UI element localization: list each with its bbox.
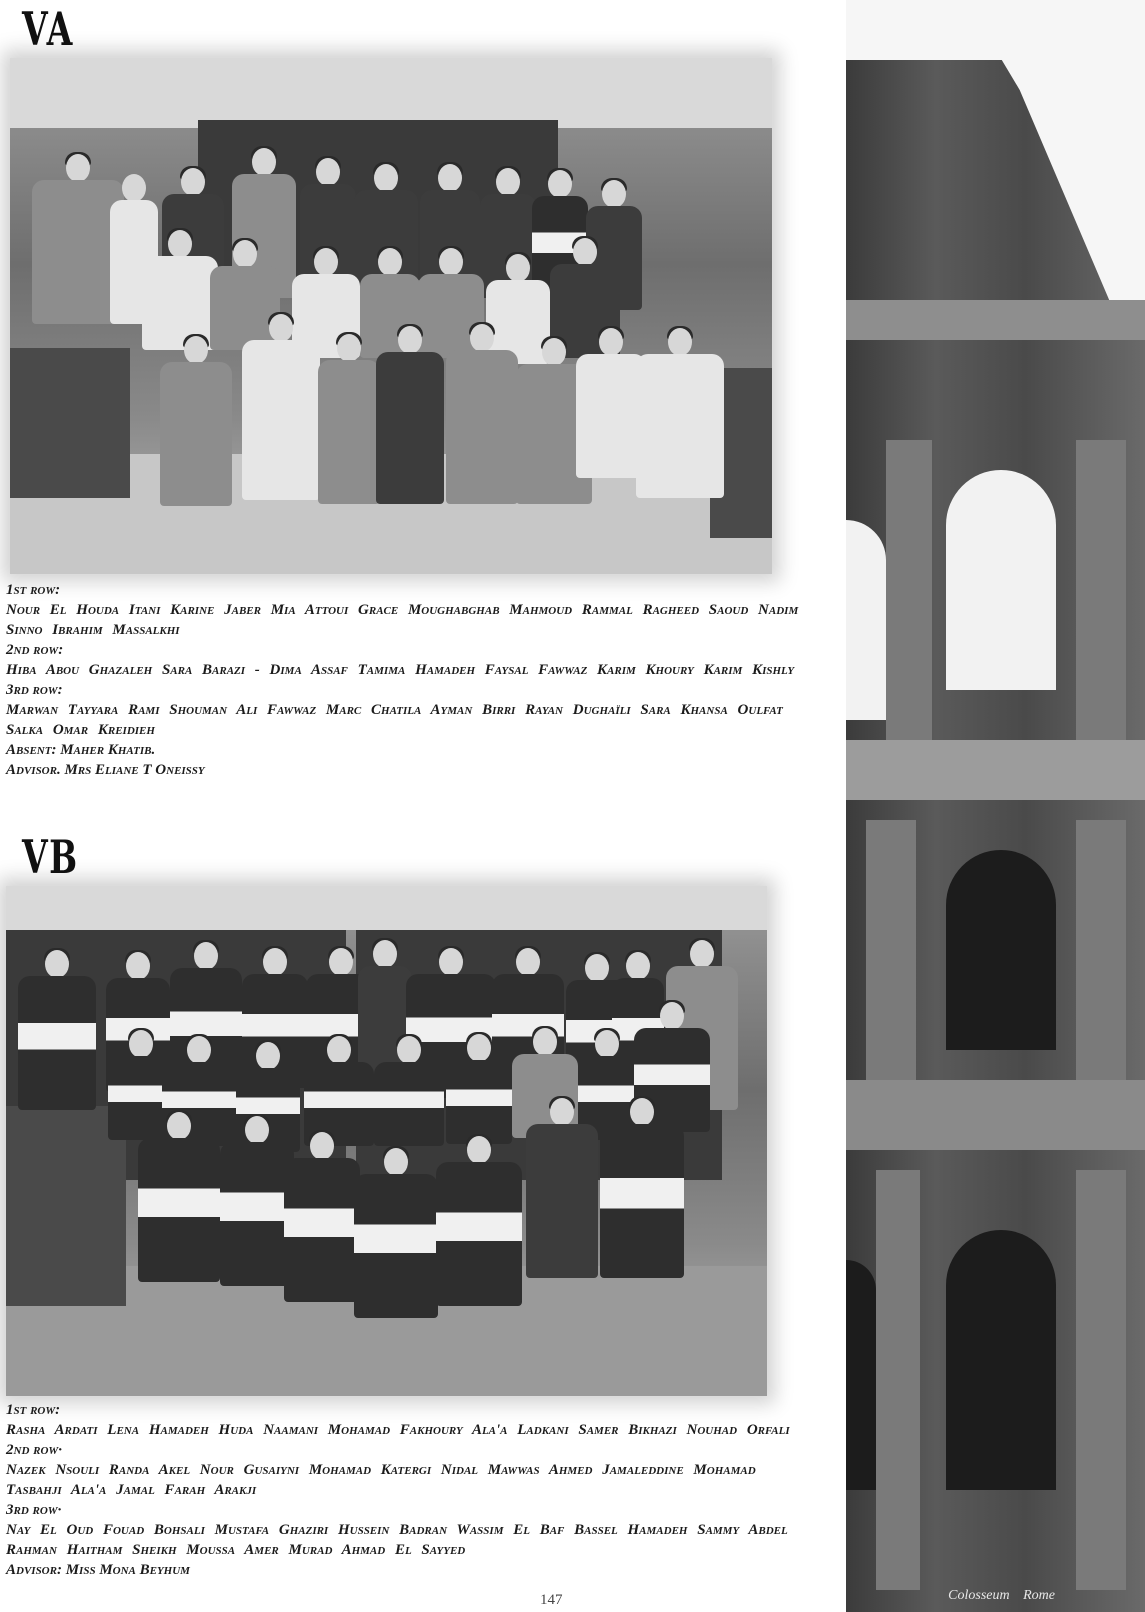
row-names: Nazek Nsouli Randa Akel Nour Gusaiyni Mohamad Katergi Nidal Mawwas Ahmed Jamaleddine Mohamad Tasbahji Ala'a Jamal Farah Arakji <box>6 1462 756 1498</box>
row-label: 2nd row: <box>6 642 64 658</box>
page-number: 147 <box>540 1592 563 1608</box>
class-photo-vb <box>6 886 767 1396</box>
row-label: 1st row: <box>6 1402 61 1418</box>
advisor-note: Advisor. Mrs Eliane T Oneissy <box>6 762 205 778</box>
row-label: 2nd row· <box>6 1442 62 1458</box>
row-names: Nour El Houda Itani Karine Jaber Mia Attoui Grace Moughabghab Mahmoud Rammal Ragheed Saoud Nadim Sinno Ibrahim Massalkhi <box>6 602 799 638</box>
caption-va <box>6 580 806 780</box>
row-names: Hiba Abou Ghazaleh Sara Barazi - Dima Assaf Tamima Hamadeh Faysal Fawwaz Karim Khoury Karim Kishly <box>6 662 795 678</box>
advisor-note: Advisor: Miss Mona Beyhum <box>6 1562 190 1578</box>
colosseum-photo <box>846 0 1145 1612</box>
row-label: 3rd row· <box>6 1502 62 1518</box>
caption-vb <box>6 1400 806 1580</box>
row-names: Rasha Ardati Lena Hamadeh Huda Naamani Mohamad Fakhoury Ala'a Ladkani Samer Bikhazi Nouhad Orfali <box>6 1422 790 1438</box>
row-label: 3rd row: <box>6 682 63 698</box>
row-label: 1st row: <box>6 582 61 598</box>
section-title-va: VA <box>22 2 74 56</box>
class-photo-va <box>10 58 772 574</box>
absent-note: Absent: Maher Khatib. <box>6 742 156 758</box>
row-names: Marwan Tayyara Rami Shouman Ali Fawwaz Marc Chatila Ayman Birri Rayan Dughaïli Sara Khansa Oulfat Salka Omar Kreidieh <box>6 702 783 738</box>
colosseum-caption: Colosseum Rome <box>948 1588 1055 1603</box>
row-names: Nay El Oud Fouad Bohsali Mustafa Ghaziri Hussein Badran Wassim El Baf Bassel Hamadeh Sammy Abdel Rahman Haitham Sheikh Moussa Amer Murad Ahmad El Sayyed <box>6 1522 788 1558</box>
section-title-vb: VB <box>22 830 79 884</box>
